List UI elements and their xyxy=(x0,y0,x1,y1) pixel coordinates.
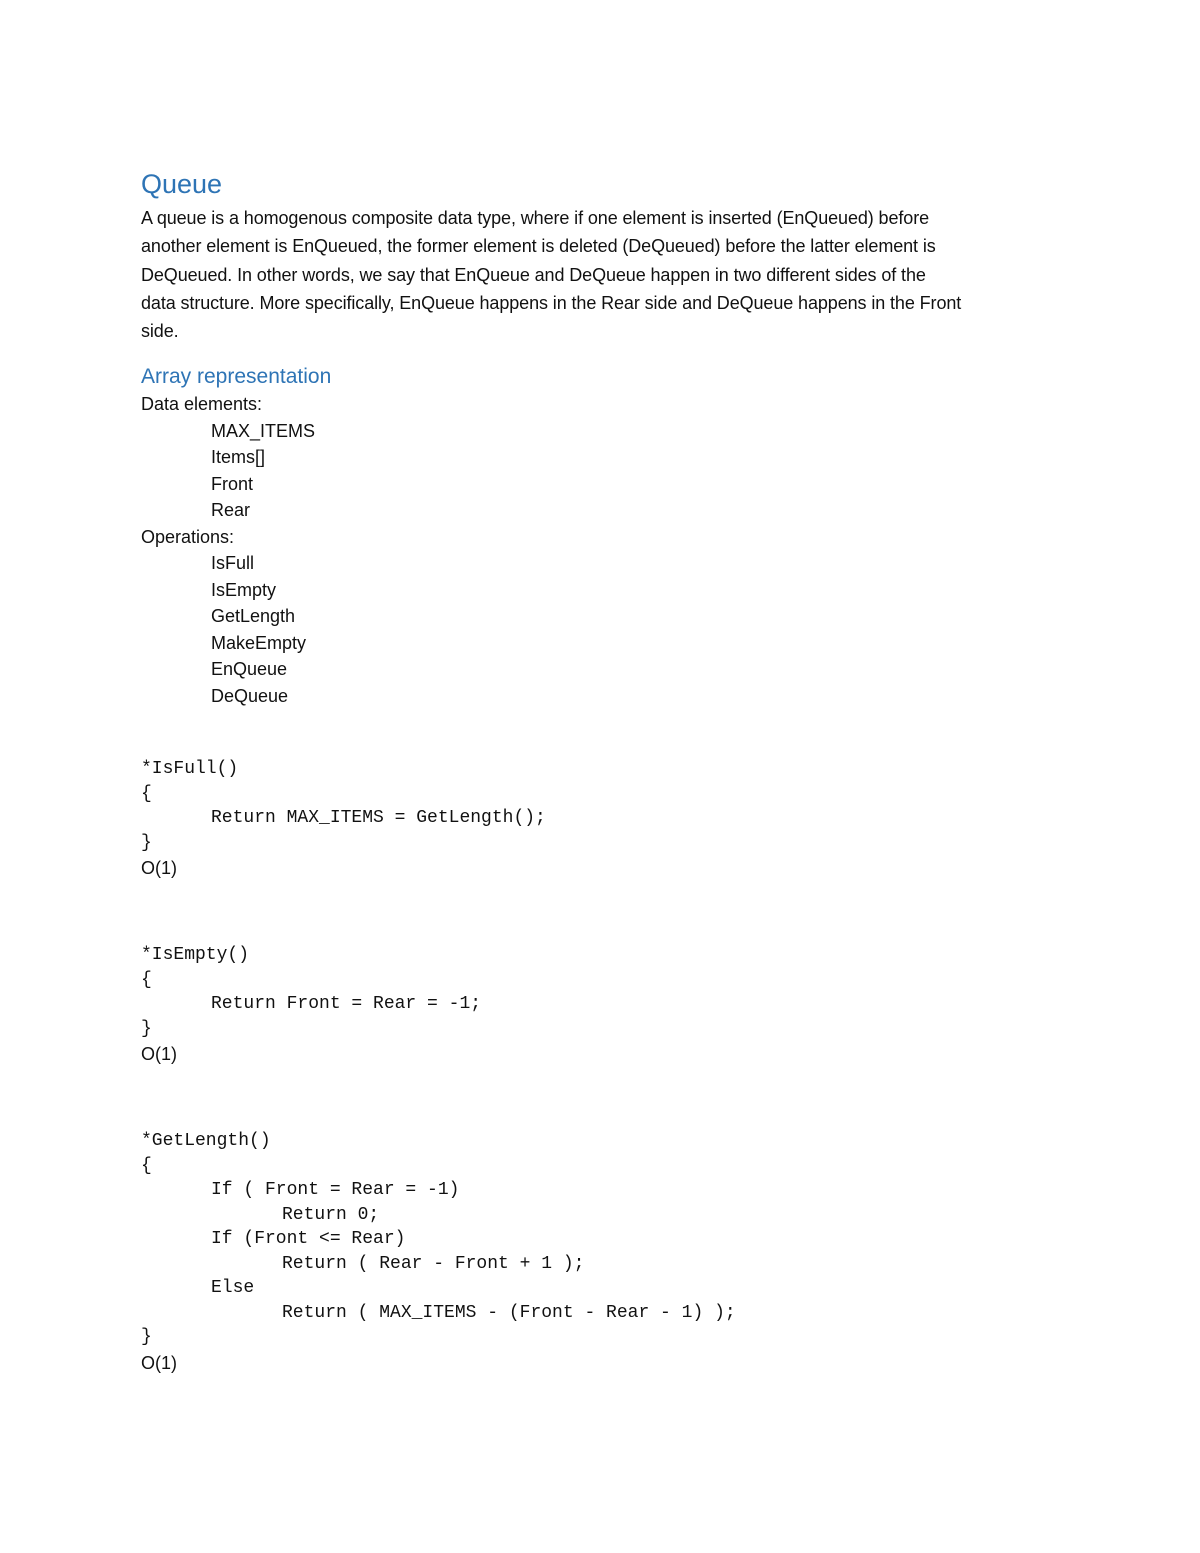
page-title: Queue xyxy=(141,169,223,199)
code-line: Else xyxy=(211,1278,255,1299)
code-brace-open: { xyxy=(141,1155,152,1176)
intro-line: another element is EnQueued, the former element is deleted (DeQueued) before the latter element is xyxy=(141,236,936,257)
data-element-item: MAX_ITEMS xyxy=(211,420,316,441)
code-signature: *GetLength() xyxy=(141,1131,271,1152)
data-element-item: Front xyxy=(211,473,254,494)
code-signature: *IsFull() xyxy=(141,759,239,780)
code-line: Return 0; xyxy=(282,1204,380,1225)
data-element-item: Items[] xyxy=(211,447,266,468)
intro-line: DeQueued. In other words, we say that EnQueue and DeQueue happen in two different sides of the xyxy=(141,264,926,285)
code-brace-open: { xyxy=(141,969,152,990)
code-line: Return ( MAX_ITEMS - (Front - Rear - 1) ); xyxy=(282,1302,736,1323)
complexity-label: O(1) xyxy=(141,1044,177,1065)
intro-line: side. xyxy=(141,321,179,342)
code-line: Return Front = Rear = -1; xyxy=(211,994,482,1015)
section-heading-array-representation: Array representation xyxy=(141,365,332,389)
operation-item: DeQueue xyxy=(211,685,289,706)
code-signature: *IsEmpty() xyxy=(141,945,250,966)
intro-paragraph xyxy=(141,204,1061,345)
code-brace-close: } xyxy=(141,1018,152,1039)
operation-item: IsFull xyxy=(211,553,255,574)
document-content xyxy=(141,166,1061,1376)
operation-item: MakeEmpty xyxy=(211,632,307,653)
intro-line: A queue is a homogenous composite data type, where if one element is inserted (EnQueued) before xyxy=(141,208,929,228)
code-line: If (Front <= Rear) xyxy=(211,1229,406,1250)
complexity-label: O(1) xyxy=(141,1352,177,1373)
code-block-getlength xyxy=(141,1129,1061,1376)
operations-label: Operations: xyxy=(141,526,235,547)
intro-line: data structure. More specifically, EnQueue happens in the Rear side and DeQueue happens in the Front xyxy=(141,292,962,313)
code-block-isfull xyxy=(141,757,1061,881)
operation-item: IsEmpty xyxy=(211,579,277,600)
code-line: Return ( Rear - Front + 1 ); xyxy=(282,1253,585,1274)
complexity-label: O(1) xyxy=(141,858,177,879)
operation-item: EnQueue xyxy=(211,659,288,680)
code-brace-close: } xyxy=(141,1327,152,1348)
code-block-isempty xyxy=(141,943,1061,1067)
data-element-item: Rear xyxy=(211,500,251,521)
code-brace-open: { xyxy=(141,783,152,804)
operation-item: GetLength xyxy=(211,606,296,627)
code-line: Return MAX_ITEMS = GetLength(); xyxy=(211,808,546,829)
code-line: If ( Front = Rear = -1) xyxy=(211,1180,460,1201)
data-elements-label: Data elements: xyxy=(141,394,263,415)
code-brace-close: } xyxy=(141,832,152,853)
